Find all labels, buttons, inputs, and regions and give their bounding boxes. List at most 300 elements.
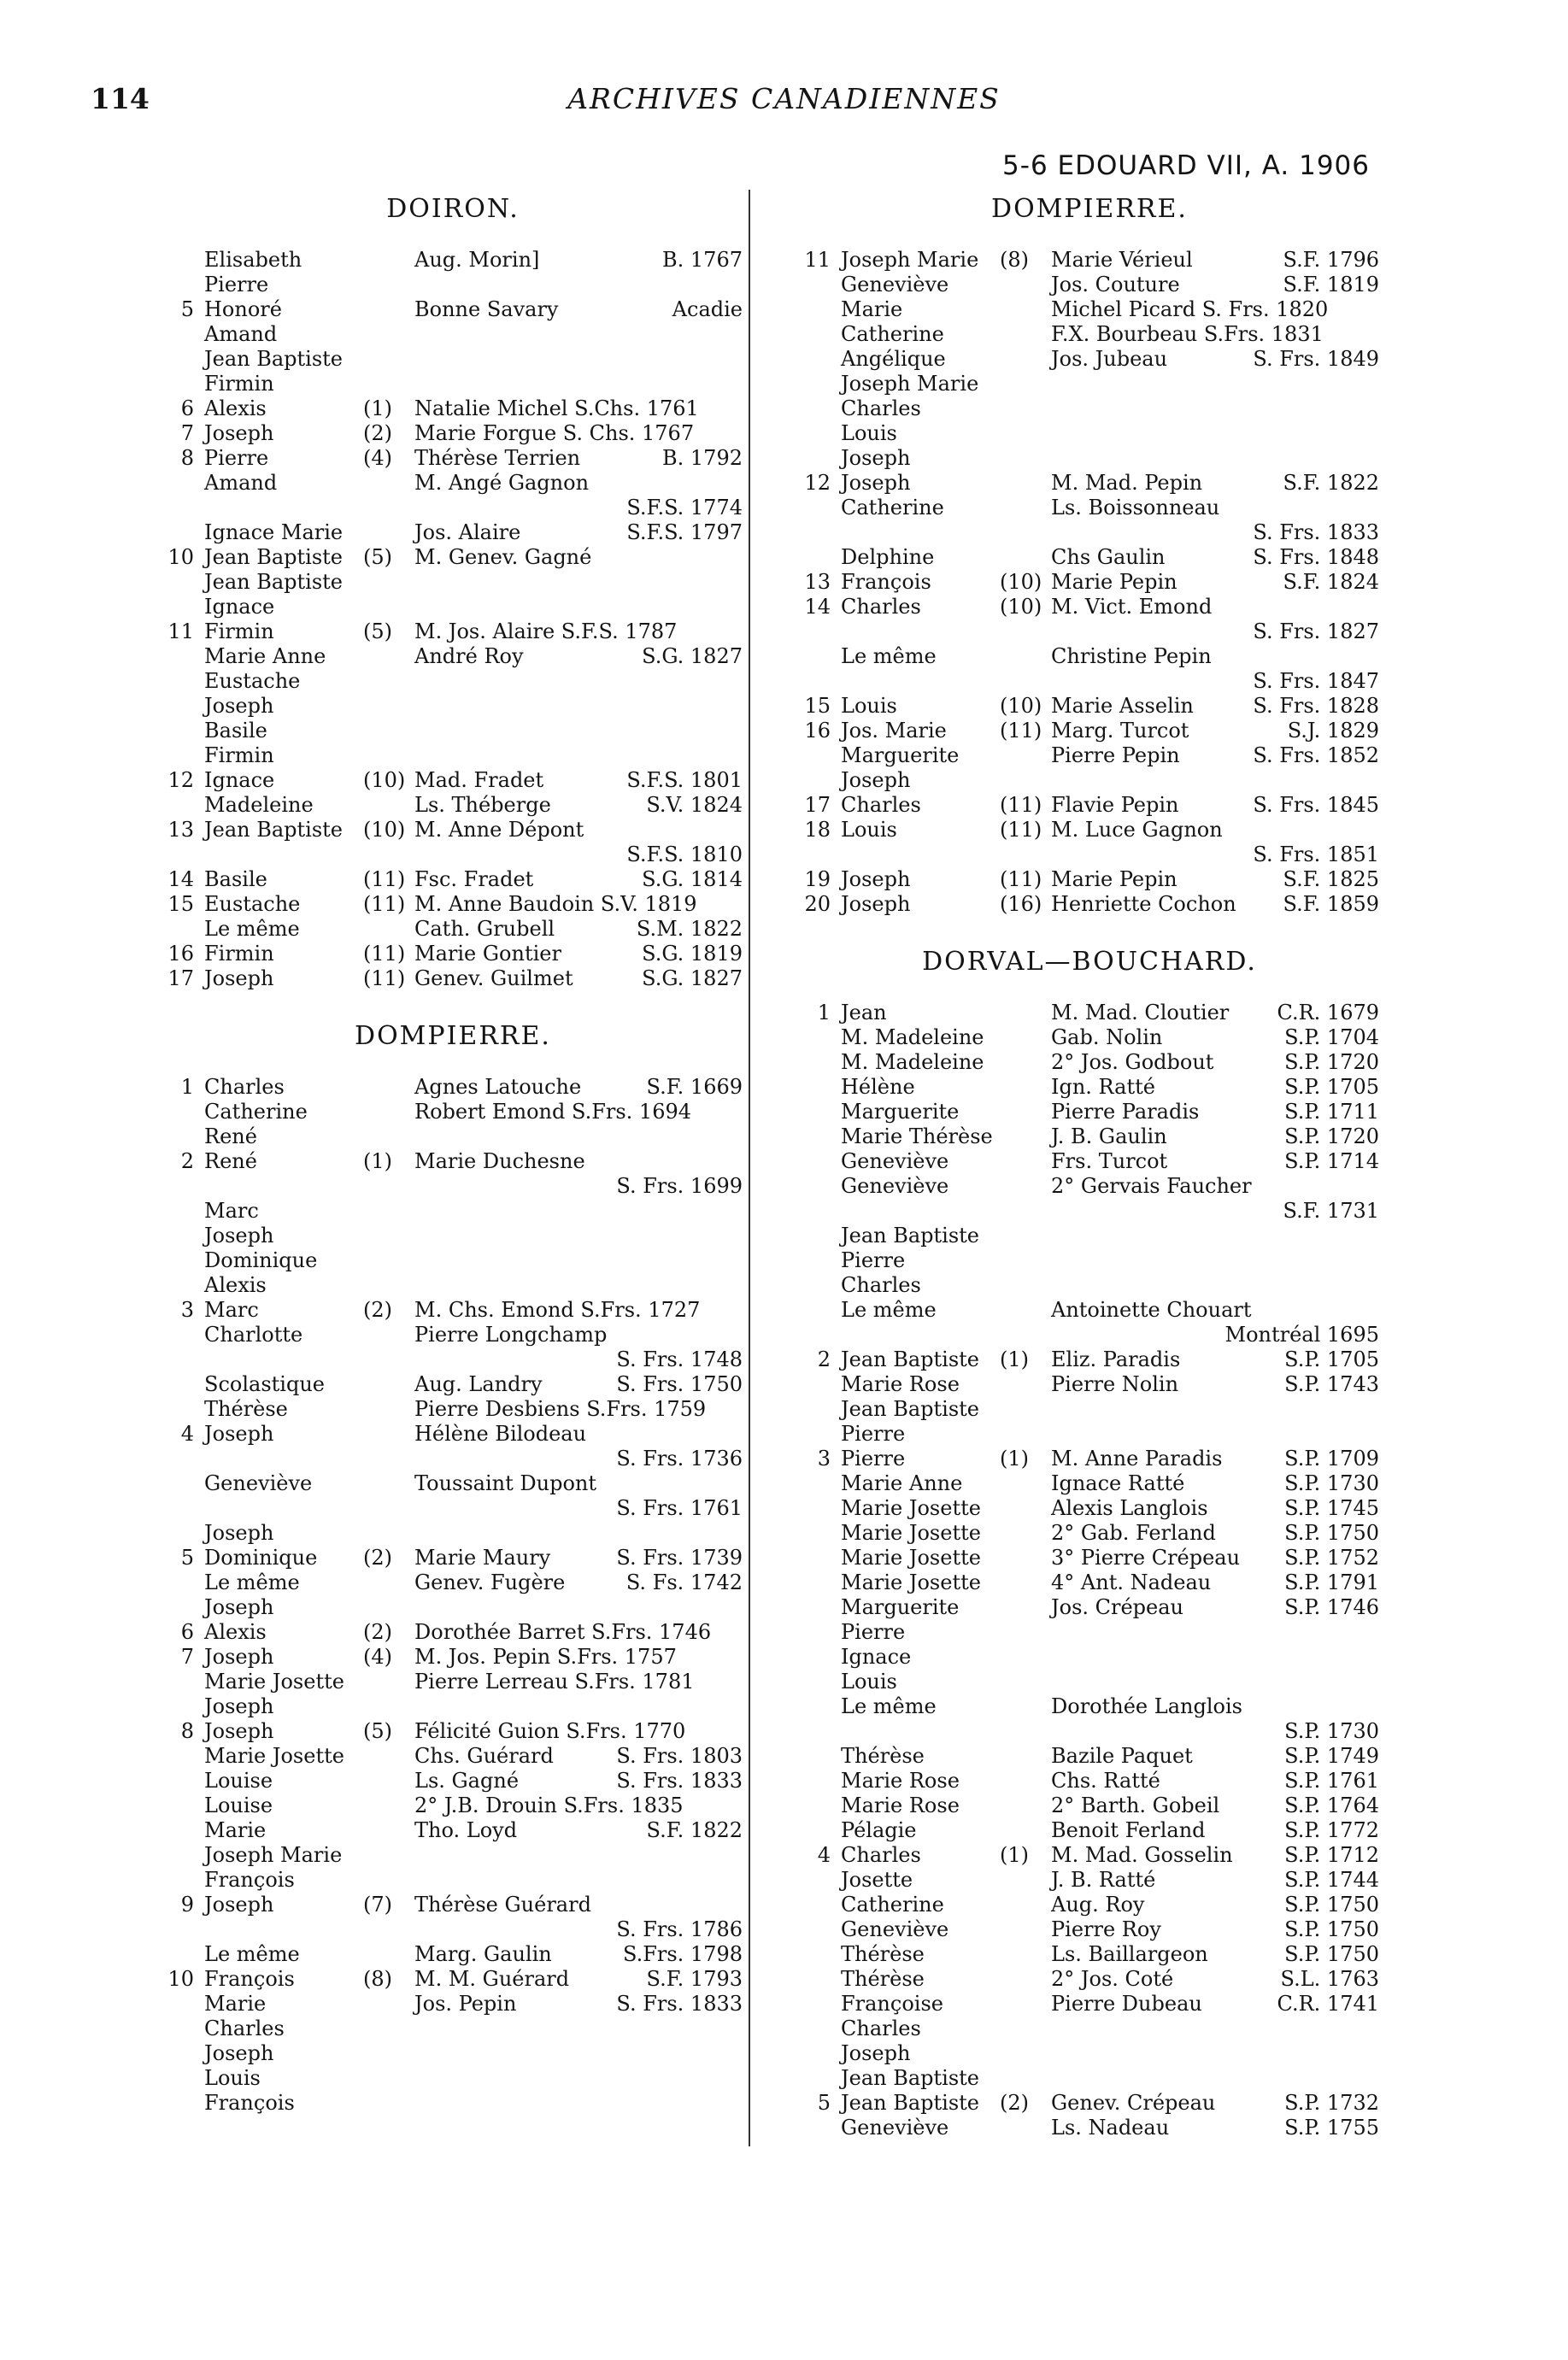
entry-name: Marie Josette bbox=[841, 1546, 981, 1570]
entry-spouse: Marie Vérieul bbox=[1051, 248, 1193, 272]
genealogy-entry bbox=[158, 570, 748, 595]
entry-place: S.F. 1824 bbox=[1283, 570, 1379, 594]
entry-place-continued: S. Frs. 1851 bbox=[1253, 842, 1379, 866]
genealogy-entry bbox=[795, 1447, 1384, 1471]
entry-ref: (5) bbox=[363, 1719, 392, 1743]
entry-name: Joseph bbox=[204, 1595, 274, 1619]
entry-name: Joseph bbox=[841, 446, 911, 470]
genealogy-entry bbox=[795, 2091, 1384, 2116]
entry-spouse: 2° J.B. Drouin S.Frs. 1835 bbox=[414, 1793, 684, 1817]
entry-place: S.F.S. 1801 bbox=[626, 768, 743, 792]
entry-spouse: Bonne Savary bbox=[414, 297, 559, 321]
entry-place: S.P. 1705 bbox=[1284, 1347, 1379, 1371]
entry-num: 5 bbox=[180, 297, 194, 321]
entry-name: Joseph bbox=[204, 1422, 274, 1446]
entry-ref: (2) bbox=[363, 421, 392, 445]
entry-spouse: Jos. Alaire bbox=[414, 520, 521, 544]
genealogy-entry bbox=[795, 1670, 1384, 1694]
entry-num: 10 bbox=[167, 1967, 194, 1991]
entry-name: Eustache bbox=[204, 892, 301, 916]
entry-spouse: Tho. Loyd bbox=[414, 1818, 518, 1842]
entry-place: S. Frs. 1849 bbox=[1253, 347, 1379, 371]
entry-place: S.F. 1819 bbox=[1283, 273, 1379, 296]
entry-num: 6 bbox=[180, 396, 194, 420]
entry-ref: (1) bbox=[363, 1149, 392, 1173]
entry-place: S.G. 1827 bbox=[642, 644, 743, 668]
entry-num: 17 bbox=[804, 793, 831, 817]
entry-spouse: Christine Pepin bbox=[1051, 644, 1212, 668]
entry-name: Joseph Marie bbox=[204, 1843, 343, 1867]
genealogy-entry bbox=[158, 793, 748, 818]
entry-name: François bbox=[204, 2091, 295, 2115]
entry-place-continued: S. Frs. 1827 bbox=[1253, 619, 1379, 643]
entry-spouse: Hélène Bilodeau bbox=[414, 1422, 587, 1446]
genealogy-entry bbox=[158, 396, 748, 421]
entry-spouse: Genev. Fugère bbox=[414, 1570, 566, 1594]
entry-ref: (1) bbox=[1000, 1447, 1029, 1471]
entry-place-continued: Montréal 1695 bbox=[1224, 1323, 1379, 1347]
entry-name: Joseph bbox=[204, 1893, 274, 1917]
entry-ref: (11) bbox=[363, 942, 406, 966]
entry-name: Pierre bbox=[841, 1248, 906, 1272]
genealogy-entry bbox=[158, 421, 748, 446]
entry-ref: (11) bbox=[1000, 818, 1042, 842]
entry-name: Joseph bbox=[841, 768, 911, 792]
genealogy-entry bbox=[158, 1323, 748, 1347]
entry-place: S.P. 1761 bbox=[1284, 1769, 1379, 1793]
entry-place-continued: S. Frs. 1833 bbox=[1253, 520, 1379, 544]
entry-spouse: M. Vict. Emond bbox=[1051, 595, 1213, 619]
genealogy-entry bbox=[158, 1570, 748, 1595]
entry-place: S.F. 1796 bbox=[1283, 248, 1379, 272]
genealogy-entry bbox=[158, 2091, 748, 2116]
entry-place: S.P. 1745 bbox=[1284, 1496, 1379, 1520]
entry-place: S.G. 1819 bbox=[642, 942, 743, 966]
entry-name: Firmin bbox=[204, 743, 274, 767]
entry-num: 1 bbox=[180, 1075, 194, 1099]
entry-spouse: Eliz. Paradis bbox=[1051, 1347, 1181, 1371]
entry-num: 13 bbox=[167, 818, 194, 842]
genealogy-section bbox=[795, 942, 1384, 2140]
entry-num: 9 bbox=[180, 1893, 194, 1917]
entry-place: S.F. 1822 bbox=[646, 1818, 743, 1842]
entry-num: 8 bbox=[180, 1719, 194, 1743]
entry-place-continued: S. Frs. 1748 bbox=[616, 1347, 743, 1371]
entry-place: S.J. 1829 bbox=[1287, 719, 1379, 743]
entry-spouse: Ls. Gagné bbox=[414, 1769, 520, 1793]
entry-name: M. Madeleine bbox=[841, 1025, 984, 1049]
entry-num: 4 bbox=[180, 1422, 194, 1446]
entry-name: Marie Rose bbox=[841, 1372, 960, 1396]
entry-spouse: M. Jos. Alaire S.F.S. 1787 bbox=[414, 619, 678, 643]
genealogy-entry bbox=[158, 1471, 748, 1496]
genealogy-entry bbox=[158, 669, 748, 694]
entry-num: 15 bbox=[804, 694, 831, 718]
entry-ref: (1) bbox=[363, 396, 392, 420]
entry-spouse: M. Mad. Gosselin bbox=[1051, 1843, 1233, 1867]
genealogy-entry bbox=[158, 1843, 748, 1868]
entry-spouse: Gab. Nolin bbox=[1051, 1025, 1163, 1049]
genealogy-entry bbox=[158, 1992, 748, 2017]
genealogy-entry bbox=[795, 1843, 1384, 1868]
genealogy-entry bbox=[795, 1793, 1384, 1818]
entry-spouse: Aug. Morin] bbox=[414, 248, 540, 272]
entry-place: S.P. 1744 bbox=[1284, 1868, 1379, 1892]
entry-name: Louis bbox=[841, 694, 897, 718]
entry-ref: (2) bbox=[1000, 2091, 1029, 2115]
entry-place: S.M. 1822 bbox=[636, 917, 743, 941]
genealogy-section bbox=[795, 190, 1384, 917]
entry-place: S.P. 1720 bbox=[1284, 1050, 1379, 1074]
genealogy-entry bbox=[795, 1917, 1384, 1942]
genealogy-entry bbox=[158, 1694, 748, 1719]
entry-spouse: Ign. Ratté bbox=[1051, 1075, 1155, 1099]
entry-num: 15 bbox=[167, 892, 194, 916]
entry-spouse: M. Jos. Pepin S.Frs. 1757 bbox=[414, 1645, 677, 1669]
genealogy-entry bbox=[158, 1942, 748, 1967]
entry-place: S.P. 1755 bbox=[1284, 2116, 1379, 2140]
genealogy-entry bbox=[795, 1546, 1384, 1570]
entry-num: 19 bbox=[804, 867, 831, 891]
entry-place: S.G. 1827 bbox=[642, 966, 743, 990]
entry-place: S. Fs. 1742 bbox=[625, 1570, 743, 1594]
genealogy-entry bbox=[158, 1075, 748, 1100]
entry-name: Charles bbox=[841, 2017, 921, 2040]
entry-spouse: Pierre Lerreau S.Frs. 1781 bbox=[414, 1670, 695, 1694]
entry-name: Marie Josette bbox=[204, 1744, 344, 1768]
entry-spouse: Marg. Turcot bbox=[1051, 719, 1189, 743]
entry-name: Thérèse bbox=[841, 1942, 925, 1966]
entry-num: 11 bbox=[804, 248, 831, 272]
entry-name: Le même bbox=[841, 1298, 937, 1322]
entry-name: Angélique bbox=[841, 347, 946, 371]
entry-place-continued: S.P. 1730 bbox=[1284, 1719, 1379, 1743]
entry-name: Joseph bbox=[841, 2041, 911, 2065]
entry-place: S.P. 1711 bbox=[1284, 1100, 1379, 1124]
entry-num: 7 bbox=[180, 421, 194, 445]
genealogy-entry bbox=[158, 273, 748, 297]
genealogy-entry bbox=[795, 1570, 1384, 1595]
entry-spouse: M. Anne Baudoin S.V. 1819 bbox=[414, 892, 697, 916]
entry-name: Charlotte bbox=[204, 1323, 303, 1347]
entry-name: Marguerite bbox=[841, 743, 960, 767]
entry-name: René bbox=[204, 1149, 257, 1173]
entry-name: Alexis bbox=[204, 396, 267, 420]
entry-name: Joseph bbox=[204, 1694, 274, 1718]
entry-spouse: M. Anne Dépont bbox=[414, 818, 584, 842]
genealogy-entry bbox=[158, 719, 748, 743]
column-left bbox=[158, 190, 748, 2116]
entry-place: S.F.S. 1797 bbox=[626, 520, 743, 544]
entry-spouse: Marie Pepin bbox=[1051, 867, 1177, 891]
entry-name: Amand bbox=[204, 322, 278, 346]
entry-spouse: Natalie Michel S.Chs. 1761 bbox=[414, 396, 699, 420]
entry-name: Marie bbox=[204, 1818, 267, 1842]
genealogy-entry bbox=[795, 892, 1384, 917]
genealogy-entry bbox=[795, 1001, 1384, 1025]
genealogy-entry bbox=[795, 1893, 1384, 1917]
entry-spouse: Dorothée Barret S.Frs. 1746 bbox=[414, 1620, 712, 1644]
entry-num: 18 bbox=[804, 818, 831, 842]
entry-name: Marie bbox=[204, 1992, 267, 2016]
entry-num: 13 bbox=[804, 570, 831, 594]
genealogy-entry bbox=[158, 1149, 748, 1174]
entry-spouse: M. Mad. Cloutier bbox=[1051, 1001, 1230, 1024]
entry-name: Basile bbox=[204, 867, 267, 891]
entry-spouse: Genev. Crépeau bbox=[1051, 2091, 1216, 2115]
genealogy-entry bbox=[795, 595, 1384, 619]
entry-ref: (10) bbox=[363, 768, 406, 792]
entry-ref: (4) bbox=[363, 1645, 392, 1669]
entry-name: Josette bbox=[841, 1868, 913, 1892]
genealogy-entry bbox=[795, 2017, 1384, 2041]
entry-place: S.P. 1752 bbox=[1284, 1546, 1379, 1570]
genealogy-entry bbox=[795, 248, 1384, 273]
entry-spouse: Bazile Paquet bbox=[1051, 1744, 1193, 1768]
genealogy-entry bbox=[795, 446, 1384, 471]
genealogy-entry bbox=[795, 322, 1384, 347]
entry-spouse: M. Genev. Gagné bbox=[414, 545, 592, 569]
entry-place: S.P. 1732 bbox=[1284, 2091, 1379, 2115]
entry-name: Joseph bbox=[841, 471, 911, 495]
entry-spouse: Félicité Guion S.Frs. 1770 bbox=[414, 1719, 686, 1743]
entry-name: Madeleine bbox=[204, 793, 314, 817]
entry-place: S.F. 1669 bbox=[646, 1075, 743, 1099]
entry-place: S.P. 1750 bbox=[1284, 1521, 1379, 1545]
entry-name: Jean Baptiste bbox=[204, 818, 344, 842]
entry-name: François bbox=[204, 1868, 295, 1892]
genealogy-entry bbox=[795, 1273, 1384, 1298]
genealogy-entry bbox=[795, 1769, 1384, 1793]
genealogy-entry bbox=[158, 942, 748, 966]
entry-num: 16 bbox=[804, 719, 831, 743]
genealogy-entry bbox=[795, 1100, 1384, 1124]
genealogy-entry bbox=[795, 1248, 1384, 1273]
entry-num: 5 bbox=[817, 2091, 831, 2115]
entry-ref: (11) bbox=[363, 892, 406, 916]
entry-name: Pierre bbox=[841, 1447, 906, 1471]
entry-spouse: Chs. Ratté bbox=[1051, 1769, 1160, 1793]
entry-place: Acadie bbox=[672, 297, 743, 321]
entry-place: S.P. 1772 bbox=[1284, 1818, 1379, 1842]
genealogy-entry bbox=[795, 1471, 1384, 1496]
entry-name: Geneviève bbox=[841, 1174, 949, 1198]
entry-name: Firmin bbox=[204, 619, 274, 643]
entry-name: Marguerite bbox=[841, 1595, 960, 1619]
entry-spouse: Robert Emond S.Frs. 1694 bbox=[414, 1100, 691, 1124]
entry-name: Thérèse bbox=[204, 1397, 288, 1421]
entry-place: S.P. 1750 bbox=[1284, 1917, 1379, 1941]
entry-place-continued: S. Frs. 1847 bbox=[1253, 669, 1379, 693]
entry-place: C.R. 1679 bbox=[1277, 1001, 1379, 1024]
entry-name: Le même bbox=[841, 644, 937, 668]
entry-name: Marie Josette bbox=[841, 1496, 981, 1520]
genealogy-entry bbox=[795, 1868, 1384, 1893]
entry-num: 7 bbox=[180, 1645, 194, 1669]
entry-spouse: Mad. Fradet bbox=[414, 768, 544, 792]
genealogy-entry bbox=[158, 347, 748, 372]
entry-name: Catherine bbox=[841, 496, 944, 520]
genealogy-entry bbox=[158, 1100, 748, 1124]
entry-name: Catherine bbox=[204, 1100, 308, 1124]
entry-name: Joseph bbox=[204, 694, 274, 718]
genealogy-entry bbox=[158, 1521, 748, 1546]
entry-place-continued: S. Frs. 1736 bbox=[616, 1447, 743, 1471]
entry-ref: (2) bbox=[363, 1298, 392, 1322]
genealogy-entry bbox=[795, 1942, 1384, 1967]
entry-name: Jean Baptiste bbox=[204, 347, 344, 371]
entry-name: Joseph bbox=[841, 892, 911, 916]
entry-spouse: 2° Jos. Coté bbox=[1051, 1967, 1174, 1991]
entry-name: Ignace bbox=[841, 1645, 912, 1669]
genealogy-entry bbox=[158, 2066, 748, 2091]
entry-spouse: Genev. Guilmet bbox=[414, 966, 573, 990]
genealogy-entry bbox=[795, 2041, 1384, 2066]
genealogy-entry bbox=[158, 1397, 748, 1422]
entry-name: Jean Baptiste bbox=[841, 2066, 980, 2090]
genealogy-entry bbox=[795, 471, 1384, 496]
genealogy-entry bbox=[795, 1397, 1384, 1422]
entry-spouse: Marie Pepin bbox=[1051, 570, 1177, 594]
entry-name: Jean Baptiste bbox=[204, 570, 344, 594]
genealogy-entry bbox=[158, 1595, 748, 1620]
genealogy-entry bbox=[158, 1769, 748, 1793]
entry-place: S. Frs. 1833 bbox=[616, 1769, 743, 1793]
entry-name: Louis bbox=[841, 818, 897, 842]
entry-place: S.P. 1720 bbox=[1284, 1124, 1379, 1148]
entry-spouse: Jos. Crépeau bbox=[1051, 1595, 1184, 1619]
entry-name: Basile bbox=[204, 719, 267, 743]
entry-ref: (5) bbox=[363, 545, 392, 569]
genealogy-entry bbox=[795, 768, 1384, 793]
entry-name: Marie Josette bbox=[204, 1670, 344, 1694]
entry-num: 12 bbox=[804, 471, 831, 495]
entry-name: M. Madeleine bbox=[841, 1050, 984, 1074]
entry-spouse: 2° Jos. Godbout bbox=[1051, 1050, 1214, 1074]
genealogy-entry bbox=[795, 644, 1384, 669]
entry-name: Marie Anne bbox=[841, 1471, 963, 1495]
entry-name: Delphine bbox=[841, 545, 935, 569]
genealogy-entry bbox=[158, 446, 748, 471]
entry-spouse: 4° Ant. Nadeau bbox=[1051, 1570, 1212, 1594]
entry-spouse: Pierre Paradis bbox=[1051, 1100, 1200, 1124]
genealogy-entry bbox=[158, 818, 748, 842]
genealogy-entry bbox=[158, 619, 748, 644]
entry-name: Marie Rose bbox=[841, 1769, 960, 1793]
entry-place: S. Frs. 1828 bbox=[1253, 694, 1379, 718]
entry-spouse: Jos. Couture bbox=[1051, 273, 1180, 296]
entry-spouse: M. Mad. Pepin bbox=[1051, 471, 1203, 495]
entry-spouse: M. Angé Gagnon bbox=[414, 471, 590, 495]
entry-place: S.G. 1814 bbox=[642, 867, 743, 891]
entry-name: Pierre bbox=[204, 273, 269, 296]
entry-name: Marie Thérèse bbox=[841, 1124, 993, 1148]
entry-name: Louis bbox=[204, 2066, 261, 2090]
entry-spouse: Pierre Desbiens S.Frs. 1759 bbox=[414, 1397, 707, 1421]
entry-num: 20 bbox=[804, 892, 831, 916]
entry-spouse: 2° Barth. Gobeil bbox=[1051, 1793, 1220, 1817]
entry-ref: (8) bbox=[363, 1967, 392, 1991]
genealogy-entry bbox=[795, 396, 1384, 421]
entry-name: Le même bbox=[204, 917, 300, 941]
genealogy-entry bbox=[795, 1818, 1384, 1843]
genealogy-entry bbox=[158, 1124, 748, 1149]
entry-spouse: Marg. Gaulin bbox=[414, 1942, 552, 1966]
entry-ref: (11) bbox=[1000, 793, 1042, 817]
genealogy-entry bbox=[795, 2116, 1384, 2140]
entry-spouse: Ls. Théberge bbox=[414, 793, 551, 817]
entry-place: S. Frs. 1739 bbox=[616, 1546, 743, 1570]
genealogy-entry bbox=[795, 793, 1384, 818]
genealogy-entry bbox=[795, 1496, 1384, 1521]
entry-name: Jean bbox=[841, 1001, 887, 1024]
genealogy-entry bbox=[158, 1868, 748, 1893]
entry-place: S.P. 1746 bbox=[1284, 1595, 1379, 1619]
genealogy-entry bbox=[795, 1521, 1384, 1546]
genealogy-entry bbox=[795, 1298, 1384, 1323]
entry-place: S.Frs. 1798 bbox=[623, 1942, 743, 1966]
entry-spouse: Antoinette Chouart bbox=[1051, 1298, 1252, 1322]
entry-ref: (11) bbox=[363, 867, 406, 891]
entry-num: 6 bbox=[180, 1620, 194, 1644]
genealogy-entry bbox=[158, 1298, 748, 1323]
entry-place: S.F. 1793 bbox=[646, 1967, 743, 1991]
genealogy-entry bbox=[795, 743, 1384, 768]
entry-name: Jos. Marie bbox=[841, 719, 947, 743]
genealogy-entry bbox=[158, 1670, 748, 1694]
entry-name: Ignace Marie bbox=[204, 520, 344, 544]
entry-place: S.F. 1859 bbox=[1283, 892, 1379, 916]
entry-place: S. Frs. 1803 bbox=[616, 1744, 743, 1768]
entry-spouse: Pierre Nolin bbox=[1051, 1372, 1179, 1396]
genealogy-entry bbox=[158, 644, 748, 669]
entry-place: S.P. 1743 bbox=[1284, 1372, 1379, 1396]
entry-name: Geneviève bbox=[841, 273, 949, 296]
entry-ref: (2) bbox=[363, 1620, 392, 1644]
genealogy-entry bbox=[795, 1372, 1384, 1397]
entry-ref: (2) bbox=[363, 1546, 392, 1570]
genealogy-entry bbox=[158, 545, 748, 570]
genealogy-entry bbox=[795, 297, 1384, 322]
entry-num: 12 bbox=[167, 768, 194, 792]
entry-name: Le même bbox=[204, 1942, 300, 1966]
entry-name: Marc bbox=[204, 1199, 259, 1223]
column-right bbox=[795, 190, 1384, 2140]
entry-name: Joseph bbox=[204, 1645, 274, 1669]
entry-spouse: Michel Picard S. Frs. 1820 bbox=[1051, 297, 1329, 321]
genealogy-entry bbox=[158, 1248, 748, 1273]
entry-num: 1 bbox=[817, 1001, 831, 1024]
entry-spouse: Chs. Guérard bbox=[414, 1744, 554, 1768]
entry-place: S.P. 1791 bbox=[1284, 1570, 1379, 1594]
entry-name: Charles bbox=[841, 1843, 921, 1867]
entry-name: Joseph Marie bbox=[841, 248, 979, 272]
entry-name: Elisabeth bbox=[204, 248, 302, 272]
entry-name: Jean Baptiste bbox=[841, 1224, 980, 1248]
entry-num: 2 bbox=[180, 1149, 194, 1173]
entry-spouse: M. M. Guérard bbox=[414, 1967, 570, 1991]
genealogy-entry bbox=[158, 2041, 748, 2066]
entry-spouse: M. Chs. Emond S.Frs. 1727 bbox=[414, 1298, 701, 1322]
genealogy-entry bbox=[795, 570, 1384, 595]
entry-num: 2 bbox=[817, 1347, 831, 1371]
entry-name: Marie bbox=[841, 297, 903, 321]
entry-spouse: Pierre Dubeau bbox=[1051, 1992, 1202, 2016]
entry-name: Pierre bbox=[841, 1620, 906, 1644]
entry-spouse: Pierre Roy bbox=[1051, 1917, 1161, 1941]
entry-name: Thérèse bbox=[841, 1967, 925, 1991]
genealogy-entry bbox=[158, 1645, 748, 1670]
